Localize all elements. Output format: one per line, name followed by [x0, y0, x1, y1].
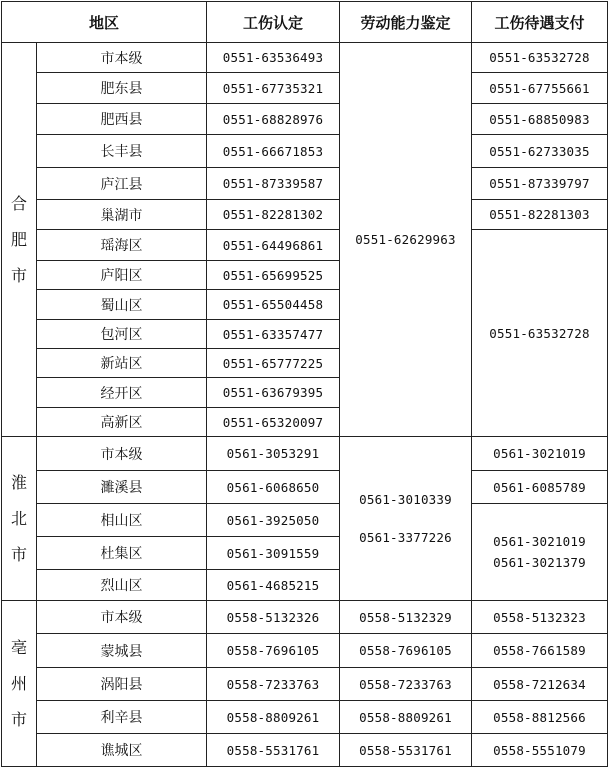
area-cell: 肥东县 [37, 73, 207, 104]
table-row [2, 73, 608, 104]
payment-phone: 0558-5132323 [472, 601, 608, 634]
area-cell: 巢湖市 [37, 200, 207, 230]
injury-phone: 0558-5531761 [207, 734, 340, 767]
injury-phone: 0551-65777225 [207, 349, 340, 378]
city-cell-hefei: 合 肥 市 [2, 43, 37, 437]
injury-phone: 0561-3925050 [207, 504, 340, 537]
injury-phone: 0561-4685215 [207, 570, 340, 601]
injury-phone: 0551-63536493 [207, 43, 340, 73]
injury-phone: 0558-7696105 [207, 634, 340, 668]
table-row [2, 168, 608, 200]
payment-phone: 0558-8812566 [472, 701, 608, 734]
labor-phone: 0558-7233763 [340, 668, 472, 701]
injury-phone: 0551-64496861 [207, 230, 340, 261]
injury-phone: 0551-65504458 [207, 290, 340, 320]
payment-phone: 0561-6085789 [472, 471, 608, 504]
injury-phone: 0551-63679395 [207, 378, 340, 408]
labor-phone-huaibei: 0561-3010339 0561-3377226 [340, 437, 472, 601]
table-row [2, 230, 608, 261]
injury-phone: 0551-82281302 [207, 200, 340, 230]
header-row [2, 2, 608, 43]
table-row [2, 43, 608, 73]
payment-phone: 0551-63532728 [472, 43, 608, 73]
injury-phone: 0561-3091559 [207, 537, 340, 570]
area-cell: 长丰县 [37, 135, 207, 168]
area-cell: 庐江县 [37, 168, 207, 200]
area-cell: 新站区 [37, 349, 207, 378]
injury-phone: 0551-65699525 [207, 261, 340, 290]
table-row [2, 668, 608, 701]
payment-phone: 0558-7212634 [472, 668, 608, 701]
payment-phone: 0558-7661589 [472, 634, 608, 668]
injury-phone: 0561-6068650 [207, 471, 340, 504]
area-cell: 涡阳县 [37, 668, 207, 701]
injury-phone: 0561-3053291 [207, 437, 340, 471]
area-cell: 蒙城县 [37, 634, 207, 668]
area-cell: 高新区 [37, 408, 207, 437]
area-cell: 经开区 [37, 378, 207, 408]
payment-phone: 0551-68850983 [472, 104, 608, 135]
header-injury-recognition: 工伤认定 [207, 2, 340, 43]
injury-phone: 0551-63357477 [207, 320, 340, 349]
header-labor-ability: 劳动能力鉴定 [340, 2, 472, 43]
payment-phone-huaibei-districts: 0561-3021019 0561-3021379 [472, 504, 608, 601]
payment-phone: 0561-3021019 [472, 437, 608, 471]
table-row [2, 200, 608, 230]
area-cell: 包河区 [37, 320, 207, 349]
area-cell: 濉溪县 [37, 471, 207, 504]
payment-phone: 0551-62733035 [472, 135, 608, 168]
payment-phone: 0551-82281303 [472, 200, 608, 230]
table-row [2, 504, 608, 537]
labor-phone: 0558-5132329 [340, 601, 472, 634]
area-cell: 庐阳区 [37, 261, 207, 290]
header-benefit-payment: 工伤待遇支付 [472, 2, 608, 43]
table-row [2, 634, 608, 668]
area-cell: 市本级 [37, 43, 207, 73]
table-row [2, 437, 608, 471]
payment-phone: 0551-67755661 [472, 73, 608, 104]
table-row [2, 104, 608, 135]
area-cell: 蜀山区 [37, 290, 207, 320]
labor-phone: 0558-5531761 [340, 734, 472, 767]
area-cell: 相山区 [37, 504, 207, 537]
city-cell-bozhou: 亳 州 市 [2, 601, 37, 767]
area-cell: 烈山区 [37, 570, 207, 601]
header-area: 地区 [2, 2, 207, 43]
payment-phone-hefei-districts: 0551-63532728 [472, 230, 608, 437]
injury-phone: 0558-8809261 [207, 701, 340, 734]
area-cell: 市本级 [37, 437, 207, 471]
injury-phone: 0551-87339587 [207, 168, 340, 200]
area-cell: 杜集区 [37, 537, 207, 570]
payment-phone: 0551-87339797 [472, 168, 608, 200]
table-row [2, 471, 608, 504]
area-cell: 利辛县 [37, 701, 207, 734]
injury-phone: 0551-67735321 [207, 73, 340, 104]
contact-table [1, 1, 608, 767]
injury-phone: 0551-65320097 [207, 408, 340, 437]
labor-phone-hefei: 0551-62629963 [340, 43, 472, 437]
labor-phone: 0558-8809261 [340, 701, 472, 734]
payment-phone: 0558-5551079 [472, 734, 608, 767]
city-cell-huaibei: 淮 北 市 [2, 437, 37, 601]
injury-phone: 0558-5132326 [207, 601, 340, 634]
labor-phone: 0558-7696105 [340, 634, 472, 668]
area-cell: 谯城区 [37, 734, 207, 767]
injury-phone: 0551-68828976 [207, 104, 340, 135]
injury-phone: 0558-7233763 [207, 668, 340, 701]
injury-phone: 0551-66671853 [207, 135, 340, 168]
table-row [2, 734, 608, 767]
table-row [2, 135, 608, 168]
area-cell: 肥西县 [37, 104, 207, 135]
table-row [2, 701, 608, 734]
table-row [2, 601, 608, 634]
area-cell: 市本级 [37, 601, 207, 634]
area-cell: 瑶海区 [37, 230, 207, 261]
